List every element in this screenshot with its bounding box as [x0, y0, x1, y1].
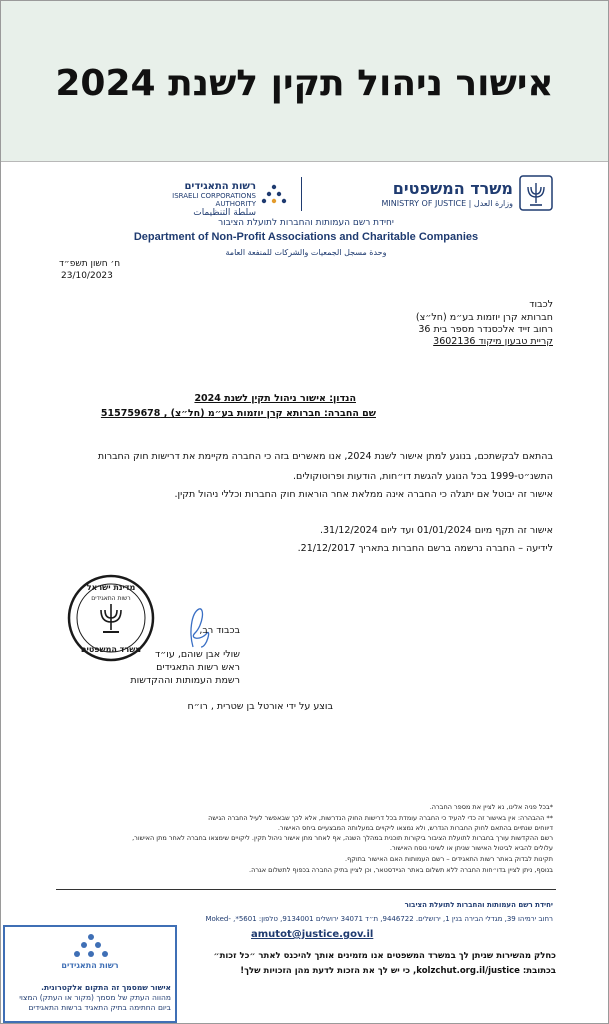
letter — [1, 161, 608, 1023]
footnote-2: ** ההבהרה: אין באישור זה כדי להעיד כי החברה עומדת בכל דרישות החוק הנדרשות, אלא לכך שבאפשר לעיל החברה הגישה — [208, 814, 553, 822]
badge-line-3: ביום החתימה בתיק התאגיד ברשות התאגידים — [28, 1003, 171, 1012]
hebrew-date: ח׳ חשון תשפ״ד — [59, 259, 121, 269]
unit-name-en: Department of Non-Profit Associations and Charitable Companies — [133, 231, 479, 243]
footnote-3: דיווחים שנתיים בהתאם לחוק החברות הנדרש, ולא נמצאו ליקויים במעלותה המבצעיים ביחס האישור. — [277, 824, 553, 832]
title-banner — [1, 1, 608, 162]
electronic-authentication-badge — [3, 925, 177, 1023]
ica-name-he: רשות התאגידים — [184, 181, 256, 192]
badge-line-1: אישור שמסמך זה התקום אלקטרונית. — [41, 983, 171, 992]
body-paragraph-1-line-2: התשנ״ט-1999 בכל הנוגע להגשת דו״חות, הודעות ופרוטוקולים. — [293, 471, 553, 482]
badge-text — [7, 983, 171, 1013]
badge-line-2: מהווה העתק של מסמך (מקור או העתק) המצוי — [19, 993, 171, 1002]
ica-name-en: ISRAELI CORPORATIONS AUTHORITY — [172, 192, 256, 208]
official-stamp — [63, 574, 159, 662]
recipient-company: חברותא קרן יוזמות בע״מ (חל״צ) — [415, 312, 553, 323]
footnote-6: תקינות לבדוק באתר רשות התאגידים – רשם העמותות האם האישור בתוקף. — [345, 855, 553, 863]
footnote-1: *בכל פניה אלינו, נא לציין את מספר החברה. — [429, 803, 553, 811]
recipient-salutation: לכבוד — [529, 299, 553, 310]
body-paragraph-1-line-1: בהתאם לבקשתכם, בנוגע למתן אישור לשנת 2024, אנו מאשרים בזה כי החברה מקיימת את דרישות חוק החברות — [97, 451, 553, 462]
registration-line: לידיעה – החברה נרשמה ברשם החברות בתאריך 21/12/2017. — [297, 543, 553, 554]
gregorian-date: 23/10/2023 — [61, 271, 113, 281]
corporations-authority-logo-icon — [261, 183, 287, 209]
ministry-name-sub: وزارة العدل | MINISTRY OF JUSTICE — [381, 199, 513, 208]
corporations-authority-badge-icon — [71, 933, 111, 961]
header-divider — [301, 177, 302, 211]
signature-greeting: בכבוד רב, — [199, 625, 240, 636]
kolzchut-notice-1: כחלק מהשירות שניתן לך במשרד המשפטים אנו מזמינים אותך להיכנס לאתר ״כל זכות״ — [213, 951, 556, 961]
unit-name-he: יחידת רשם העמותות והחברות לתועלת הציבור — [218, 218, 394, 228]
footnote-5: עלולים להביא לביטול האישור שניתן או לשינוי נוסח האישור. — [389, 844, 553, 852]
handled-by: בוצע על ידי אורטל בן שטרית , רו״ח — [187, 701, 333, 712]
recipient-street: רחוב זייד אלכסנדר מספר בית 36 — [418, 324, 553, 335]
company-name-line: שם החברה: חברותא קרן יוזמות בע״מ (חל״צ) , 515759678 — [100, 408, 376, 419]
stamp-text-mid: רשות התאגידים — [91, 595, 131, 602]
footnote-4: רשם ההקדשות עורך בחברות לתועלת הציבור ביקורות תוכנית במהלך השנה, אף לאחר מתן אישור ניהול תקין. ליקויים שימצאו בחברה לאחר מתן האישור, — [132, 834, 553, 842]
signatory-title-2: רשמת העמותות וההקדשות — [130, 675, 240, 686]
recipient-city: קריית טבעון מיקוד 3602136 — [433, 336, 553, 347]
ministry-of-justice-logo — [373, 179, 513, 208]
subject-line: הנדון: אישור ניהול תקין לשנת 2024 — [194, 393, 356, 404]
signatory-name: שולי אבן שוהם, עו״ד — [154, 649, 240, 660]
corporations-authority-name — [131, 181, 256, 218]
signatory-title-1: ראש רשות התאגידים — [156, 662, 240, 673]
unit-name-ar: وحدة مسجل الجمعيات والشركات للمنفعة العامة — [225, 248, 387, 257]
kolzchut-notice-2[interactable]: בכתובת: kolzchut.org.il/justice, כי יש לך את הזכות לדעת מהן הזכויות שלך! — [240, 966, 556, 976]
validity-line: אישור זה תקף מיום 01/01/2024 ועד ליום 31/12/2024. — [319, 525, 553, 536]
footnote-7: בנוסף, ניתן לציין בדו״חות החברה ללא תשלום באתר הגיידסטאר, וכן לציין בתיק החברה בכפוף לתשלום אגרה. — [249, 866, 553, 874]
body-paragraph-2: אישור זה יבוטל אם יתגלה כי החברה אינה ממלאת אחר הוראות חוק החברות וכללי ניהול תקין. — [174, 489, 553, 500]
stamp-text-bottom: משרד המשפטים — [80, 645, 142, 654]
stamp-text-top: מדינת ישראל — [86, 583, 136, 592]
ministry-name-he: משרד המשפטים — [392, 179, 513, 198]
badge-title: רשות התאגידים — [61, 961, 119, 970]
menorah-emblem-icon — [519, 175, 553, 211]
email-link[interactable]: amutot@justice.gov.il — [251, 929, 374, 940]
ica-name-ar: سلطة التنظيمات — [193, 208, 256, 218]
banner-title: אישור ניהול תקין לשנת 2024 — [55, 63, 554, 104]
footer-divider — [56, 889, 556, 890]
footer-unit: יחידת רשם העמותות והחברות לתועלת הציבור — [404, 901, 553, 909]
footer-address: רחוב ירמיהו 39, מגדלי הבירה בנין 1, ירושלים. 9446722, ת״ד 34071 ירושלים 9134001, טלפון: 5601*, -Moked — [205, 915, 553, 923]
